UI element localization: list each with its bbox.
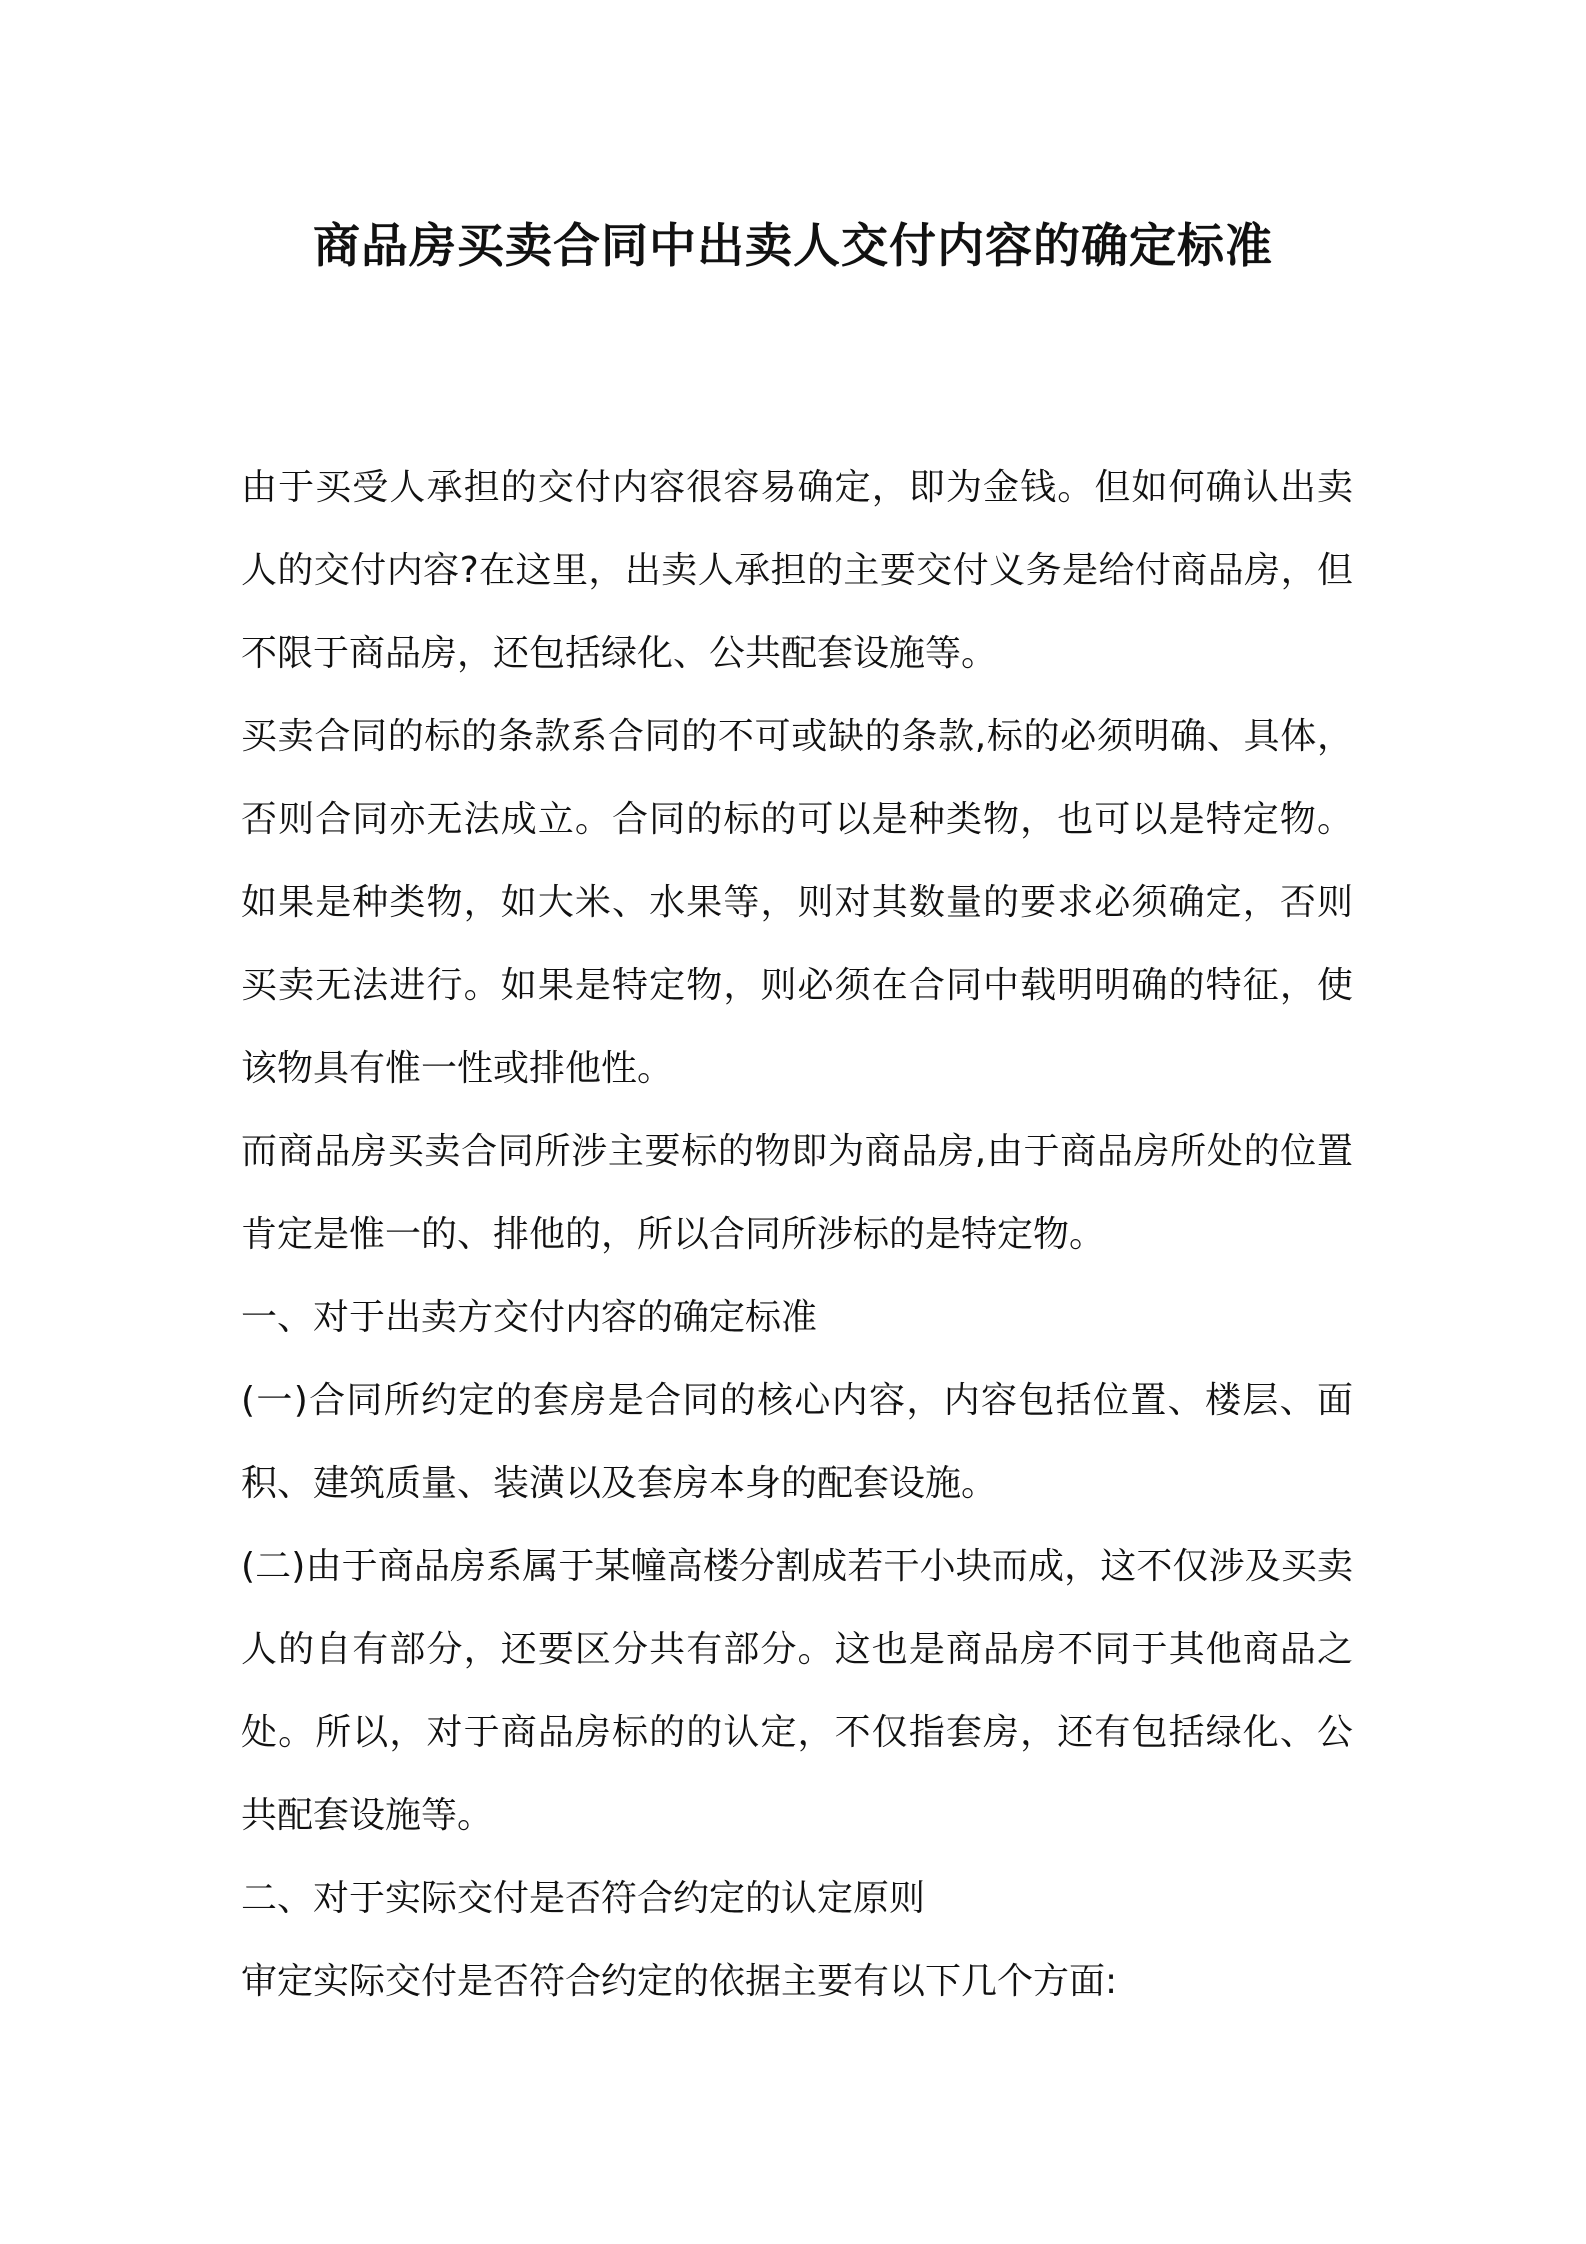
paragraph-intro: 由于买受人承担的交付内容很容易确定，即为金钱。但如何确认出卖人的交付内容?在这里，出卖人承担的主要交付义务是给付商品房，但不限于商品房，还包括绿化、公共配套设施等。 (241, 467, 1353, 674)
document-title: 商品房买卖合同中出卖人交付内容的确定标准 (313, 219, 1273, 274)
paragraph-specific-object: 而商品房买卖合同所涉主要标的物即为商品房,由于商品房所处的位置肯定是惟一的、排他的，所以合同所涉标的是特定物。 (241, 1131, 1353, 1255)
list-item-1: (一)合同所约定的套房是合同的核心内容，内容包括位置、楼层、面积、建筑质量、装潢以及套房本身的配套设施。 (241, 1380, 1353, 1504)
paragraph-criteria: 审定实际交付是否符合约定的依据主要有以下几个方面: (241, 1961, 1118, 2002)
section-heading-1: 一、对于出卖方交付内容的确定标准 (241, 1297, 818, 1338)
list-item-2: (二)由于商品房系属于某幢高楼分割成若干小块而成，这不仅涉及买卖人的自有部分，还要区分共有部分。这也是商品房不同于其他商品之处。所以，对于商品房标的的认定，不仅指套房，还有包括绿化、公共配套设施等。 (241, 1546, 1353, 1836)
section-heading-2: 二、对于实际交付是否符合约定的认定原则 (241, 1878, 926, 1919)
document-body (241, 446, 1353, 2023)
paragraph-subject-matter: 买卖合同的标的条款系合同的不可或缺的条款,标的必须明确、具体，否则合同亦无法成立。合同的标的可以是种类物，也可以是特定物。如果是种类物，如大米、水果等，则对其数量的要求必须确定，否则买卖无法进行。如果是特定物，则必须在合同中载明明确的特征，使该物具有惟一性或排他性。 (241, 716, 1353, 1089)
